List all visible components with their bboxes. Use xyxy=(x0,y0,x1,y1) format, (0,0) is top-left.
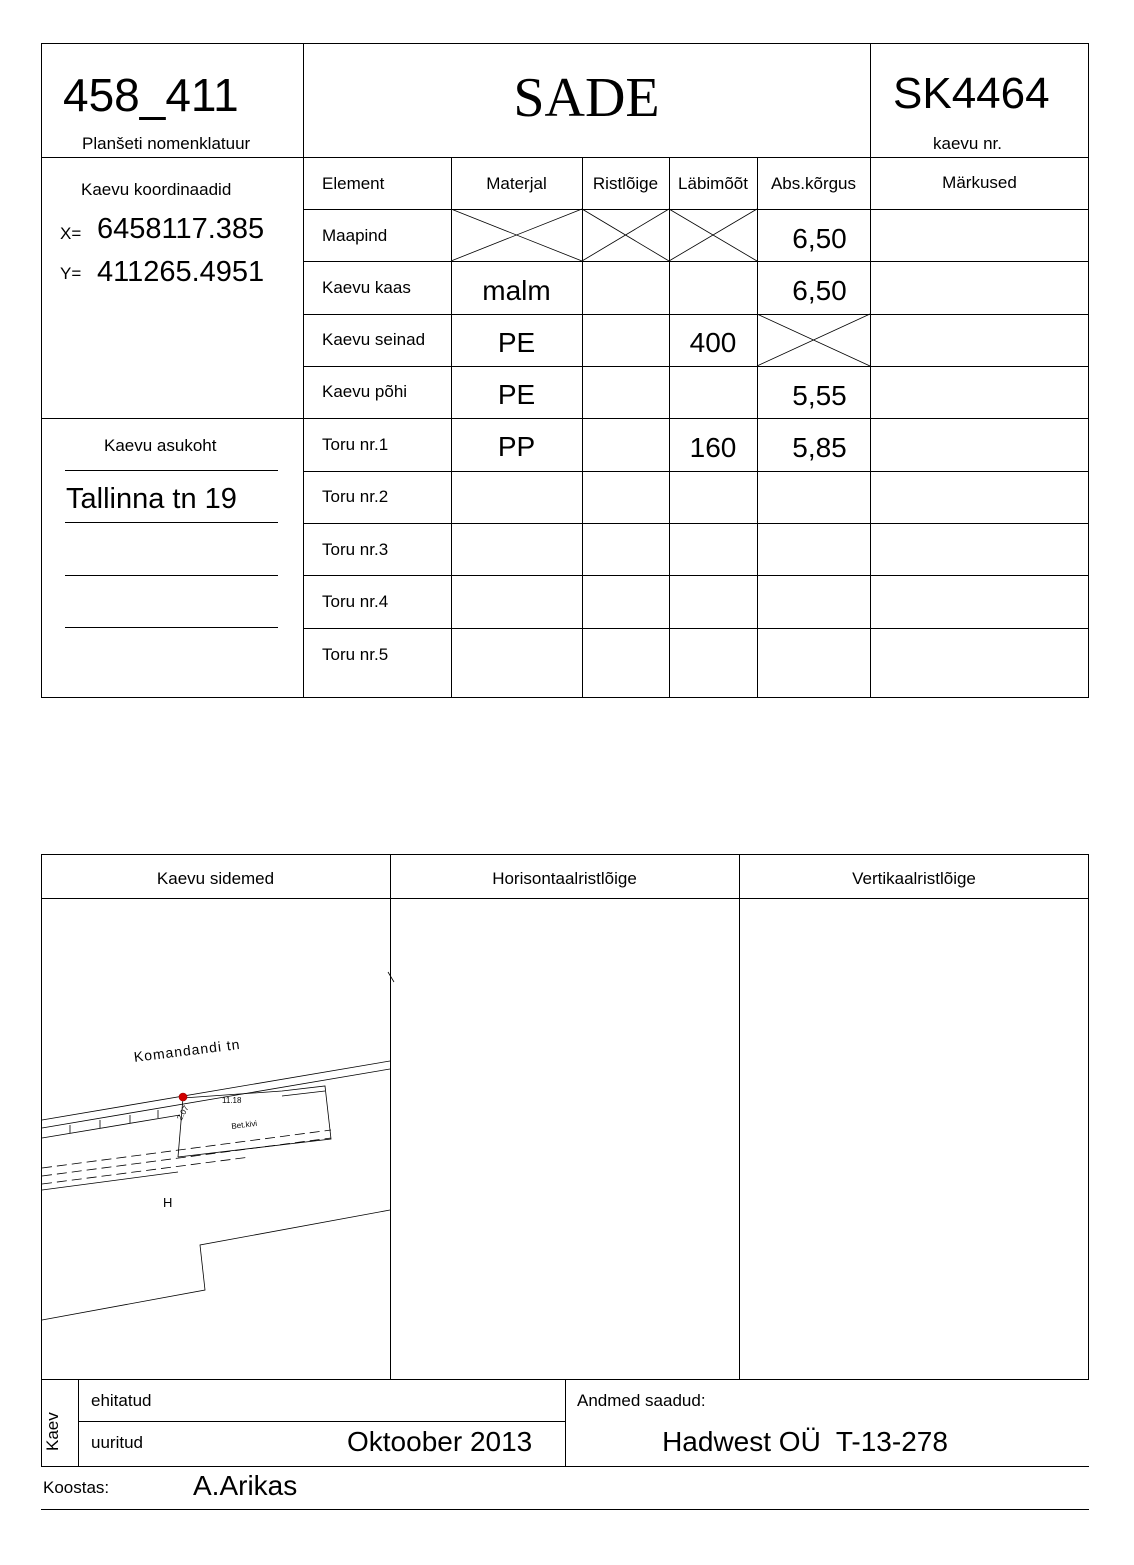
map-surface-label: Bet.kivi xyxy=(230,1118,258,1131)
divider xyxy=(41,1509,1089,1510)
panel-title-links: Kaevu sidemed xyxy=(156,869,275,888)
row-material: PP xyxy=(497,431,536,462)
row-element: Maapind xyxy=(322,226,388,245)
sheet-caption: Planšeti nomenklatuur xyxy=(82,134,251,153)
built-label: ehitatud xyxy=(91,1391,152,1410)
column-header-element: Element xyxy=(322,174,385,193)
location-sketch xyxy=(41,899,390,1379)
row-material: PE xyxy=(497,327,536,358)
column-header-diameter: Läbimõõt xyxy=(678,174,748,193)
divider xyxy=(78,1380,79,1466)
document-type: SADE xyxy=(513,67,660,129)
source-value: Hadwest OÜ T-13-278 xyxy=(662,1426,948,1457)
map-dimension-a: 11.18 xyxy=(222,1096,242,1105)
well-number: SK4464 xyxy=(893,69,1050,118)
row-diameter: 160 xyxy=(689,432,737,463)
map-dimension-b: 2.07 xyxy=(175,1104,191,1122)
row-element: Kaevu seinad xyxy=(322,330,426,349)
row-element: Toru nr.1 xyxy=(322,435,389,454)
crossed-cells xyxy=(0,0,1134,700)
y-label: Y= xyxy=(60,264,82,283)
row-element: Toru nr.3 xyxy=(322,540,389,559)
author-value: A.Arikas xyxy=(193,1470,298,1501)
surveyed-date: Oktoober 2013 xyxy=(347,1426,533,1457)
panel-title-horizontal: Horisontaalristlõige xyxy=(492,869,637,888)
divider xyxy=(41,1380,42,1466)
well-number-caption: kaevu nr. xyxy=(933,134,1002,153)
row-diameter: 400 xyxy=(689,327,737,358)
kaev-label: Kaev xyxy=(43,1412,62,1451)
row-element: Kaevu kaas xyxy=(322,278,411,297)
row-elevation: 5,55 xyxy=(792,380,847,411)
surveyed-label: uuritud xyxy=(91,1433,143,1452)
sheet-number: 458_411 xyxy=(63,69,239,121)
x-coordinate: 6458117.385 xyxy=(97,213,265,245)
column-header-elevation: Abs.kõrgus xyxy=(770,174,857,193)
row-material: PE xyxy=(497,379,536,410)
source-label: Andmed saadud: xyxy=(577,1391,706,1410)
row-element: Toru nr.5 xyxy=(322,645,389,664)
row-elevation: 5,85 xyxy=(792,432,847,463)
row-element: Toru nr.2 xyxy=(322,487,389,506)
row-elevation: 6,50 xyxy=(792,223,847,254)
divider xyxy=(41,1466,1089,1467)
row-material: malm xyxy=(482,275,551,306)
row-element: Kaevu põhi xyxy=(322,382,408,401)
well-marker xyxy=(179,1093,187,1101)
y-coordinate: 411265.4951 xyxy=(97,256,265,288)
location-title: Kaevu asukoht xyxy=(104,436,217,455)
location-address: Tallinna tn 19 xyxy=(66,483,237,515)
map-street-label: Komandandi tn xyxy=(132,1035,242,1065)
divider xyxy=(78,1421,565,1422)
row-elevation: 6,50 xyxy=(792,275,847,306)
panel-title-vertical: Vertikaalristlõige xyxy=(852,869,976,888)
coordinates-title: Kaevu koordinaadid xyxy=(81,180,232,199)
divider xyxy=(739,854,740,1380)
column-header-material: Materjal xyxy=(486,174,547,193)
map-building-code: H xyxy=(163,1195,173,1210)
x-label: X= xyxy=(60,224,82,243)
column-header-notes: Märkused xyxy=(942,173,1017,192)
row-element: Toru nr.4 xyxy=(322,592,389,611)
column-header-cross-section: Ristlõige xyxy=(592,174,659,193)
author-label: Koostas: xyxy=(43,1478,110,1497)
divider xyxy=(390,854,391,1380)
